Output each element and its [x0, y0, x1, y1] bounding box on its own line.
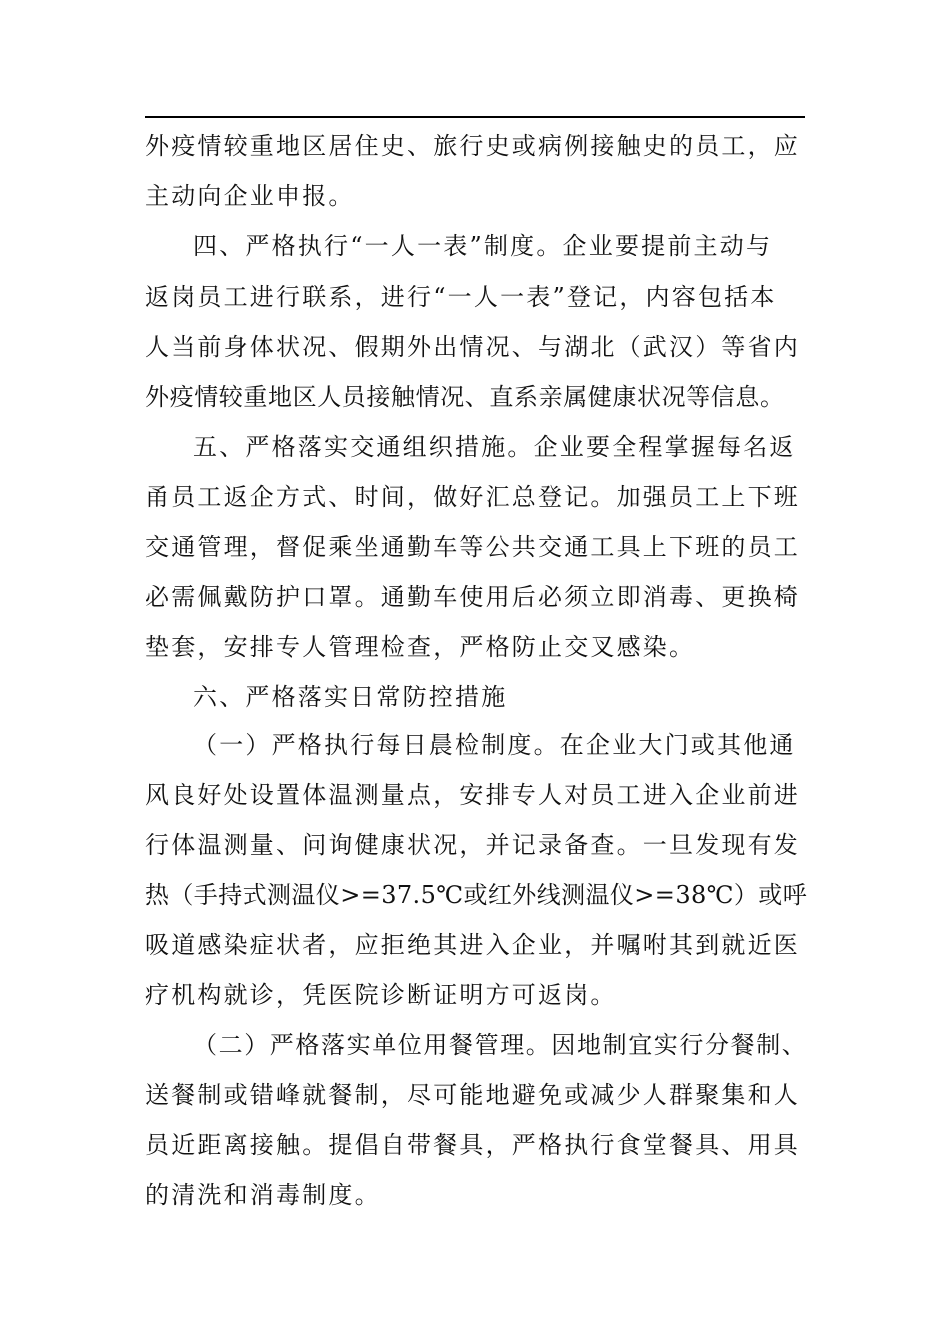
text-line: 风良好处设置体温测量点，安排专人对员工进入企业前进 [145, 781, 800, 809]
text-line: 甬员工返企方式、时间，做好汇总登记。加强员工上下班 [145, 483, 800, 511]
header-rule [145, 116, 805, 118]
paragraph-heading-5: 五、严格落实交通组织措施。企业要全程掌握每名返 [193, 433, 796, 461]
subsection-heading-2: （二）严格落实单位用餐管理。因地制宜实行分餐制、 [193, 1031, 808, 1059]
text-line: 人当前身体状况、假期外出情况、与湖北（武汉）等省内 [145, 333, 800, 361]
text-line: 外疫情较重地区人员接触情况、直系亲属健康状况等信息。 [145, 383, 785, 411]
text-line: 垫套，安排专人管理检查，严格防止交叉感染。 [145, 633, 696, 661]
text-line: 交通管理，督促乘坐通勤车等公共交通工具上下班的员工 [145, 533, 800, 561]
text-line: 必需佩戴防护口罩。通勤车使用后必须立即消毒、更换椅 [145, 583, 800, 611]
text-line: 员近距离接触。提倡自带餐具，严格执行食堂餐具、用具 [145, 1131, 800, 1159]
text-line: 送餐制或错峰就餐制，尽可能地避免或减少人群聚集和人 [145, 1081, 800, 1109]
text-line: 外疫情较重地区居住史、旅行史或病例接触史的员工，应 [145, 132, 800, 160]
paragraph-heading-4: 四、严格执行“一人一表”制度。企业要提前主动与 [193, 232, 773, 260]
text-line: 吸道感染症状者，应拒绝其进入企业，并嘱咐其到就近医 [145, 931, 800, 959]
text-line: 热（手持式测温仪>=37.5℃或红外线测温仪>=38℃）或呼 [145, 881, 808, 909]
text-line: 返岗员工进行联系，进行“一人一表”登记，内容包括本 [145, 283, 777, 311]
text-line: 行体温测量、问询健康状况，并记录备查。一旦发现有发 [145, 831, 800, 859]
text-line: 疗机构就诊，凭医院诊断证明方可返岗。 [145, 981, 617, 1009]
section-heading-6: 六、严格落实日常防控措施 [193, 683, 508, 711]
text-line: 的清洗和消毒制度。 [145, 1181, 381, 1209]
text-line: 主动向企业申报。 [145, 182, 355, 210]
subsection-heading-1: （一）严格执行每日晨检制度。在企业大门或其他通 [193, 731, 796, 759]
